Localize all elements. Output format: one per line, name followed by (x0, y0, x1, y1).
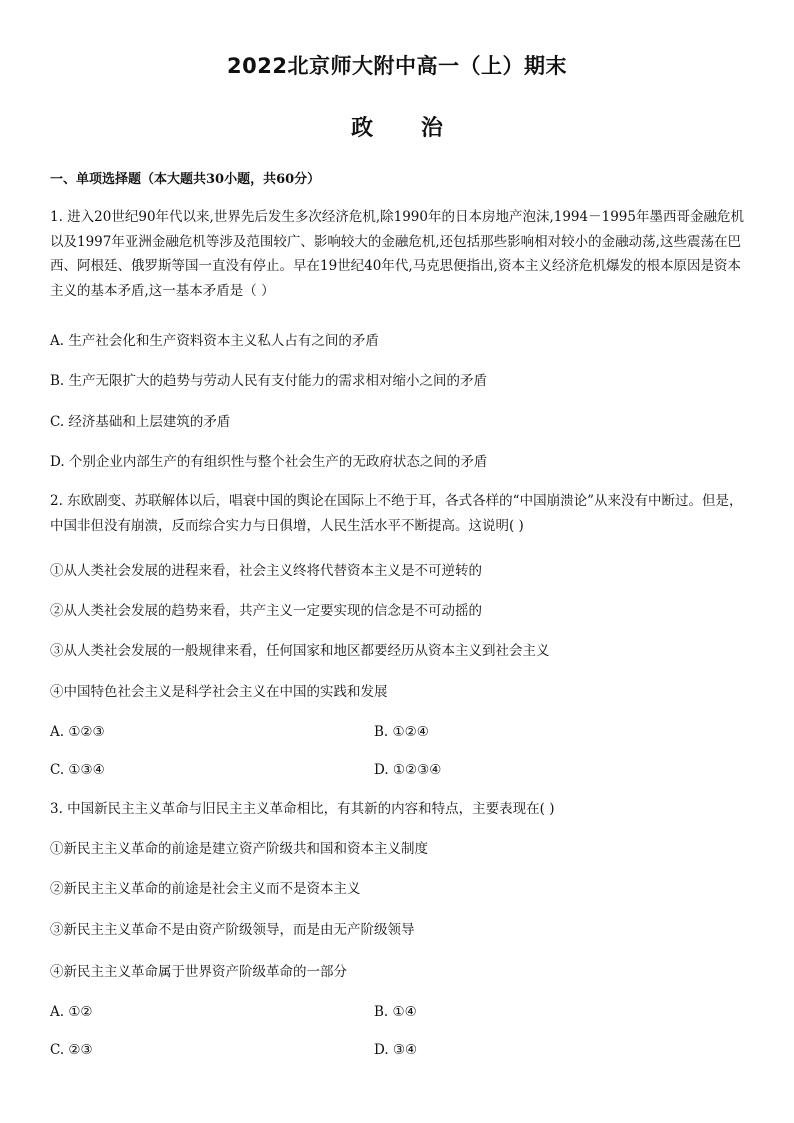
question-2-option-a: A. ①②③ (50, 724, 105, 740)
question-2-option-c: C. ①③④ (50, 762, 105, 778)
question-2-item-4: ④中国特色社会主义是科学社会主义在中国的实践和发展 (50, 684, 388, 700)
question-3-option-d: D. ③④ (374, 1042, 418, 1058)
question-1-stem: 1. 进入20世纪90年代以来,世界先后发生多次经济危机,除1990年的日本房地产泡沫,1994－1995年墨西哥金融危机以及1997年亚洲金融危机等涉及范围较广、影响较大的金融危机,还包括那些影响相对较小的金融动荡,这些震荡在巴西、阿根廷、俄罗斯等国一直没有停止。早在19世纪40年代,马克思便指出,资本主义经济危机爆发的根本原因是资本主义的基本矛盾,这一基本矛盾是（ ） (50, 209, 744, 299)
question-1-option-d: D. 个别企业内部生产的有组织性与整个社会生产的无政府状态之间的矛盾 (50, 454, 488, 470)
question-3-stem: 3. 中国新民主主义革命与旧民主主义革命相比，有其新的内容和特点，主要表现在( ) (50, 801, 555, 817)
question-1-option-a: A. 生产社会化和生产资料资本主义私人占有之间的矛盾 (50, 333, 379, 349)
question-3-option-b: B. ①④ (374, 1004, 417, 1020)
question-3-item-2: ②新民主主义革命的前途是社会主义而不是资本主义 (50, 881, 361, 897)
question-3-option-a: A. ①② (50, 1004, 93, 1020)
question-2-item-3: ③从人类社会发展的一般规律来看，任何国家和地区都要经历从资本主义到社会主义 (50, 643, 550, 659)
question-1-option-b: B. 生产无限扩大的趋势与劳动人民有支付能力的需求相对缩小之间的矛盾 (50, 373, 488, 389)
question-2-option-b: B. ①②④ (374, 724, 429, 740)
question-2-item-1: ①从人类社会发展的进程来看，社会主义终将代替资本主义是不可逆转的 (50, 563, 482, 579)
question-2-item-2: ②从人类社会发展的趋势来看，共产主义一定要实现的信念是不可动摇的 (50, 603, 482, 619)
question-1-option-c: C. 经济基础和上层建筑的矛盾 (50, 414, 231, 430)
question-3-option-c: C. ②③ (50, 1042, 93, 1058)
question-3-item-3: ③新民主主义革命不是由资产阶级领导，而是由无产阶级领导 (50, 922, 415, 938)
subject-title: 政 治 (351, 116, 443, 141)
question-2-option-d: D. ①②③④ (374, 762, 442, 778)
question-2-stem: 2. 东欧剧变、苏联解体以后，唱衰中国的舆论在国际上不绝于耳，各式各样的“中国崩溃论”从来没有中断过。但是，中国非但没有崩溃，反而综合实力与日俱增，人民生活水平不断提高。这说明( ) (50, 493, 743, 534)
section-heading: 一、单项选择题（本大题共30小题，共60分） (50, 172, 321, 187)
question-3-item-4: ④新民主主义革命属于世界资产阶级革命的一部分 (50, 964, 347, 980)
page-title: 2022北京师大附中高一（上）期末 (227, 54, 567, 78)
question-3-item-1: ①新民主主义革命的前途是建立资产阶级共和国和资本主义制度 (50, 841, 428, 857)
